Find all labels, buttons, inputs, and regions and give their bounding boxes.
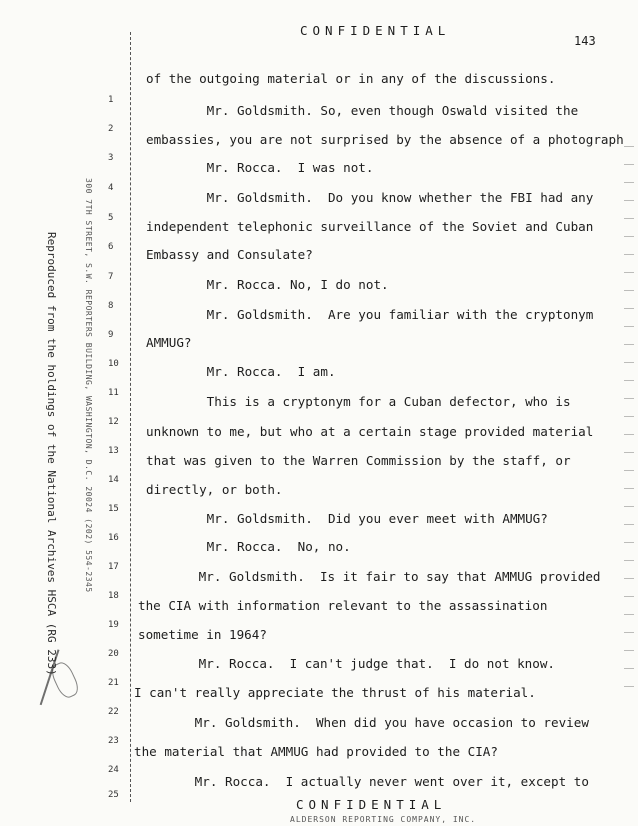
line-number: 12 [108,417,119,427]
line-number: 24 [108,765,119,775]
line-number: 10 [108,359,119,369]
line-number: 6 [108,242,114,252]
archive-note: Reproduced from the holdings of the National Archives HSCA (RG 233) [45,232,58,676]
transcript-line: sometime in 1964? [138,627,267,642]
transcript-line: embassies, you are not surprised by the absence of a photograph [146,132,624,147]
transcript-line: Mr. Rocca. I actually never went over it, except to [134,774,589,789]
transcript-line: Embassy and Consulate? [146,247,313,262]
reporter-address: 300 7TH STREET, S.W. REPORTERS BUILDING, WASHINGTON, D.C. 20024 (202) 554-2345 [84,178,93,593]
transcript-line: This is a cryptonym for a Cuban defector, who is [146,394,571,409]
line-number: 8 [108,301,114,311]
line-number: 5 [108,213,114,223]
transcript-line: Mr. Goldsmith. Did you ever meet with AMMUG? [146,511,548,526]
transcript-line: independent telephonic surveillance of the Soviet and Cuban [146,219,594,234]
transcript-line: Mr. Goldsmith. Is it fair to say that AMMUG provided [138,569,601,584]
line-number: 16 [108,533,119,543]
transcript-line: Mr. Rocca. I was not. [146,160,374,175]
line-number: 2 [108,124,114,134]
transcript-line: the CIA with information relevant to the assassination [138,598,548,613]
transcript-line: the material that AMMUG had provided to the CIA? [134,744,498,759]
transcript-line: Mr. Goldsmith. Are you familiar with the cryptonym [146,307,594,322]
transcript-line: Mr. Rocca. No, I do not. [146,277,389,292]
line-number: 19 [108,620,119,630]
line-number: 3 [108,153,114,163]
transcript-line: directly, or both. [146,482,283,497]
line-number: 20 [108,649,119,659]
transcript-line: Mr. Goldsmith. So, even though Oswald visited the [146,103,579,118]
line-number: 18 [108,591,119,601]
line-number: 23 [108,736,119,746]
transcript-line: Mr. Goldsmith. Do you know whether the FBI had any [146,190,594,205]
transcript-line: I can't really appreciate the thrust of his material. [134,685,536,700]
transcript-line: AMMUG? [146,335,192,350]
margin-rule [130,32,131,802]
line-number: 21 [108,678,119,688]
transcript-line: that was given to the Warren Commission by the staff, or [146,453,571,468]
line-number: 14 [108,475,119,485]
transcript-line: Mr. Goldsmith. When did you have occasion to review [134,715,589,730]
line-number: 9 [108,330,114,340]
line-number: 17 [108,562,119,572]
transcript-line: of the outgoing material or in any of the discussions. [146,71,556,86]
transcript-line: Mr. Rocca. I can't judge that. I do not know. [138,656,556,671]
line-number: 15 [108,504,119,514]
reporting-company: ALDERSON REPORTING COMPANY, INC. [290,815,477,824]
footer-confidential: CONFIDENTIAL [296,797,447,812]
page-number: 143 [574,34,596,48]
transcript-line: Mr. Rocca. No, no. [146,539,351,554]
line-number: 4 [108,183,114,193]
line-number: 7 [108,272,114,282]
line-number: 11 [108,388,119,398]
transcript-line: Mr. Rocca. I am. [146,364,336,379]
line-number: 25 [108,790,119,800]
scan-speckle [624,140,634,700]
transcript-line: unknown to me, but who at a certain stage provided material [146,424,594,439]
line-number: 1 [108,95,114,105]
line-number: 13 [108,446,119,456]
header-confidential: CONFIDENTIAL [300,23,451,38]
line-number: 22 [108,707,119,717]
